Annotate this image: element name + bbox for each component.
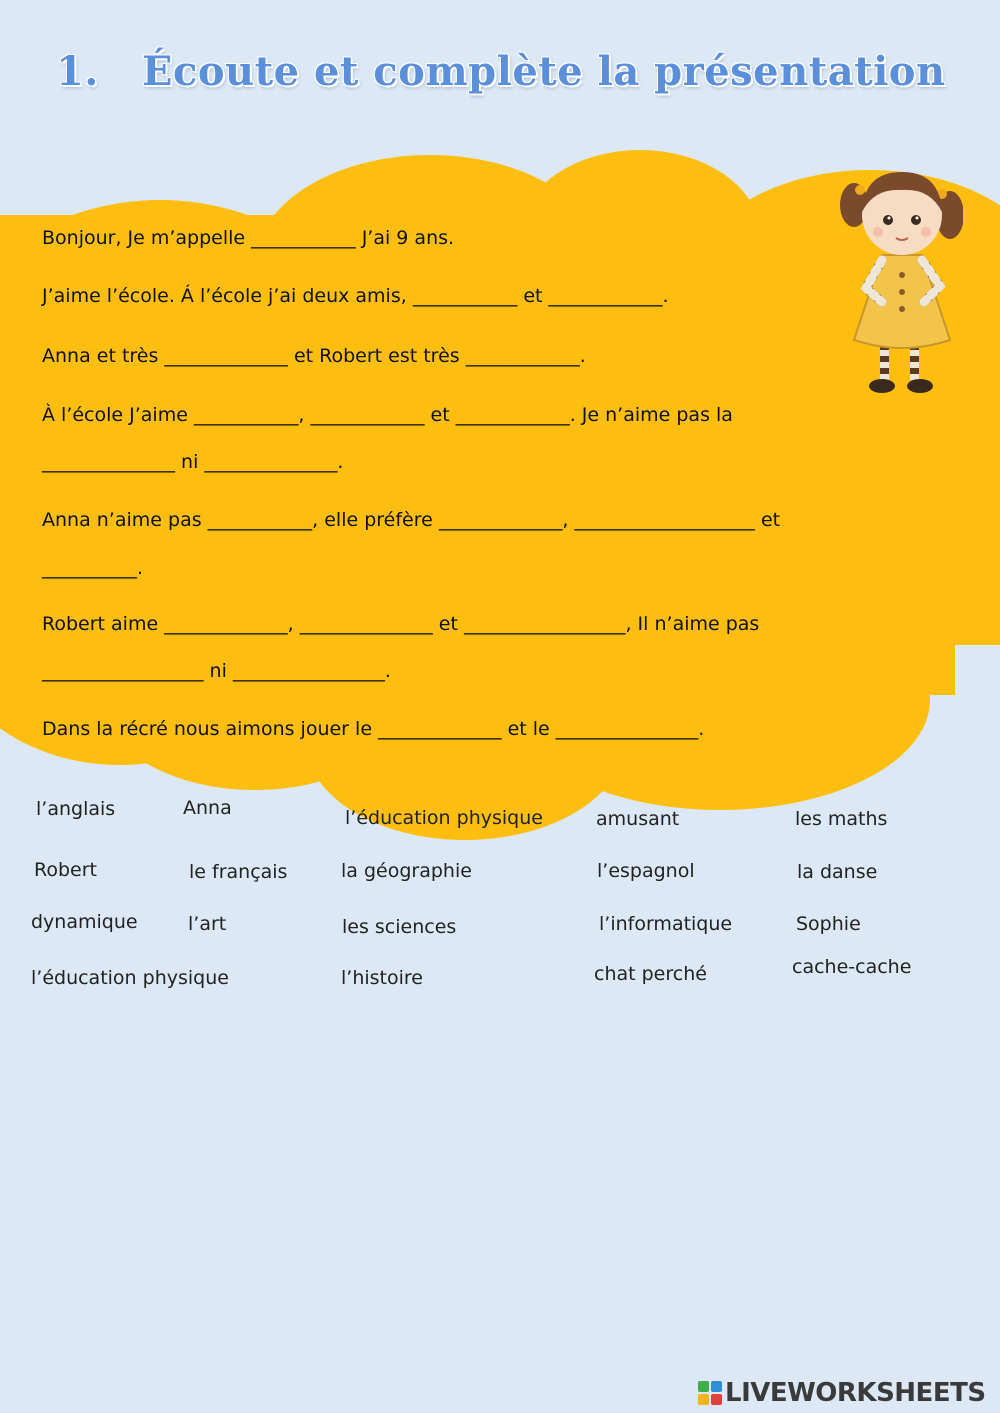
- word-bank-item[interactable]: Sophie: [796, 913, 861, 935]
- word-bank-item[interactable]: le français: [189, 861, 288, 883]
- exercise-line-5: ______________ ni ______________.: [42, 451, 344, 473]
- exercise-line-10: Dans la récré nous aimons jouer le _____________ et le _______________.: [42, 718, 705, 740]
- word-bank-item[interactable]: l’éducation physique: [31, 967, 229, 989]
- liveworksheets-logo-icon: [697, 1380, 723, 1406]
- exercise-line-8: Robert aime _____________, ______________ et _________________, Il n’aime pas: [42, 613, 760, 635]
- exercise-line-6: Anna n’aime pas ___________, elle préfère _____________, ___________________ et: [42, 509, 781, 531]
- exercise-line-7: __________.: [42, 557, 144, 579]
- word-bank-item[interactable]: chat perché: [594, 963, 707, 985]
- exercise-line-2: J’aime l’école. Á l’école j’ai deux amis, ___________ et ____________.: [42, 285, 669, 307]
- word-bank-item[interactable]: la géographie: [341, 860, 472, 882]
- word-bank-item[interactable]: l’informatique: [599, 913, 733, 935]
- exercise-line-9: _________________ ni ________________.: [42, 660, 391, 682]
- word-bank-item[interactable]: l’espagnol: [597, 860, 695, 882]
- word-bank-item[interactable]: l’histoire: [341, 967, 423, 989]
- exercise-line-4: À l’école J’aime ___________, ____________ et ____________. Je n’aime pas la: [42, 404, 733, 426]
- word-bank-item[interactable]: la danse: [797, 861, 878, 883]
- title-text: Écoute et complète la présentation: [142, 48, 946, 95]
- liveworksheets-footer: [697, 1376, 986, 1410]
- word-bank-item[interactable]: l’anglais: [36, 798, 116, 820]
- exercise-line-3: Anna et très _____________ et Robert est très ____________.: [42, 345, 586, 367]
- word-bank-item[interactable]: les sciences: [342, 916, 457, 938]
- word-bank-item[interactable]: cache-cache: [792, 956, 912, 978]
- word-bank-item[interactable]: l’éducation physique: [345, 807, 543, 829]
- word-bank-item[interactable]: Anna: [183, 797, 232, 819]
- exercise-number: 1.: [56, 48, 99, 95]
- word-bank-item[interactable]: les maths: [795, 808, 888, 830]
- girl-illustration: [838, 160, 963, 400]
- liveworksheets-brand: LIVEWORKSHEETS: [725, 1378, 986, 1408]
- word-bank-item[interactable]: amusant: [596, 808, 680, 830]
- word-bank-item[interactable]: dynamique: [31, 911, 138, 933]
- exercise-line-1: Bonjour, Je m’appelle ___________ J’ai 9 ans.: [42, 227, 455, 249]
- word-bank-item[interactable]: Robert: [34, 859, 97, 881]
- word-bank-item[interactable]: l’art: [188, 913, 227, 935]
